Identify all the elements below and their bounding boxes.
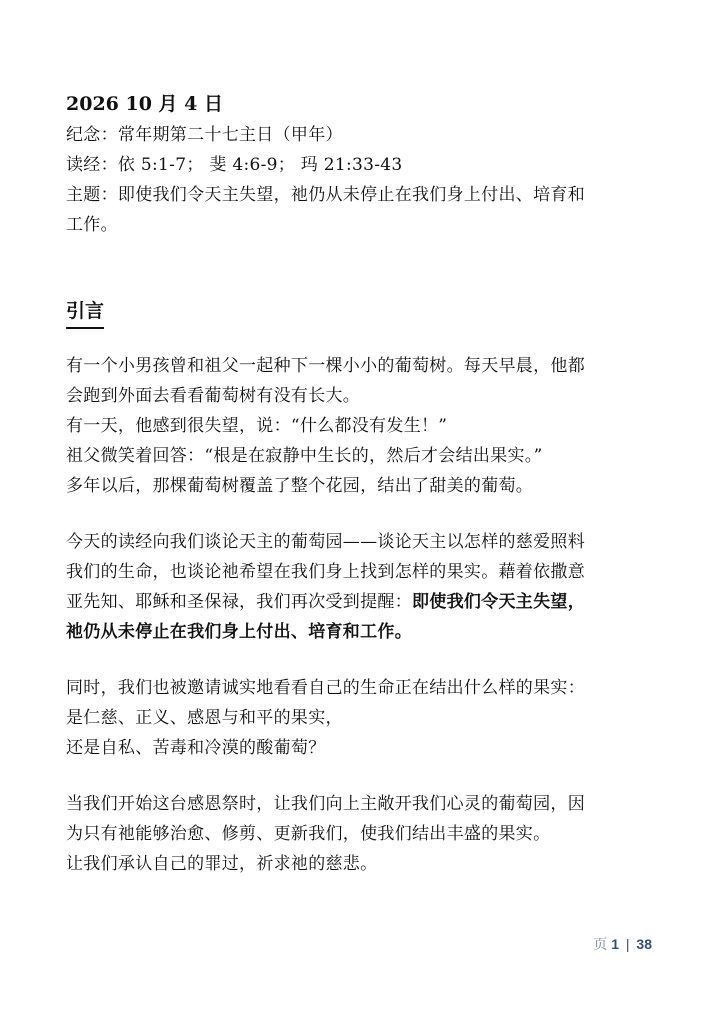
- current-page-number: 1: [611, 936, 619, 952]
- paragraph-line: 祖父微笑着回答：“根是在寂静中生长的，然后才会结出果实。”: [66, 446, 543, 466]
- paragraph-text: 亚先知、耶稣和圣保禄，我们再次受到提醒：: [66, 592, 412, 612]
- paragraph-story: [66, 351, 664, 501]
- paragraph-line: 我们的生命，也谈论祂希望在我们身上找到怎样的果实。藉着依撒意: [66, 562, 585, 582]
- paragraph-line: 同时，我们也被邀请诚实地看看自己的生命正在结出什么样的果实：: [66, 678, 585, 698]
- paragraph-line: 会跑到外面去看看葡萄树有没有长大。: [66, 386, 361, 406]
- paragraph-line: 有一个小男孩曾和祖父一起种下一棵小小的葡萄树。每天早晨，他都: [66, 356, 585, 376]
- page-number-footer: [593, 934, 652, 954]
- theme-line-1: 主题：即使我们令天主失望，祂仍从未停止在我们身上付出、培育和: [66, 185, 585, 205]
- paragraph-line: 还是自私、苦毒和冷漠的酸葡萄？: [66, 738, 326, 758]
- page-word: 页: [593, 936, 608, 952]
- theme-line-2: 工作。: [66, 215, 118, 235]
- theme-emphasis: 祂仍从未停止在我们身上付出、培育和工作。: [66, 622, 412, 642]
- paragraph-line: 为只有祂能够治愈、修剪、更新我们，使我们结出丰盛的果实。: [66, 824, 551, 844]
- paragraph-readings: [66, 527, 664, 647]
- date-heading: 2026 10 月 4 日: [66, 93, 224, 115]
- total-page-count: 38: [636, 936, 652, 952]
- paragraph-line: 当我们开始这台感恩祭时，让我们向上主敞开我们心灵的葡萄园，因: [66, 794, 585, 814]
- paragraph-line: 是仁慈、正义、感恩与和平的果实，: [66, 708, 343, 728]
- page-separator: |: [625, 936, 630, 952]
- memorial-line: 纪念：常年期第二十七主日（甲年）: [66, 125, 343, 145]
- paragraph-penitential: [66, 789, 664, 879]
- paragraph-line: [66, 587, 664, 617]
- introduction-content: [66, 351, 664, 879]
- document-page: [66, 88, 664, 905]
- paragraph-line: 让我们承认自己的罪过，祈求祂的慈悲。: [66, 854, 378, 874]
- theme-emphasis: 即使我们令天主失望，: [412, 592, 585, 612]
- paragraph-line: [66, 617, 664, 647]
- paragraph-line: 今天的读经向我们谈论天主的葡萄园——谈论天主以怎样的慈爱照料: [66, 532, 585, 552]
- readings-line: 读经：依 5:1-7； 斐 4:6-9； 玛 21:33-43: [66, 155, 403, 175]
- section-heading-introduction: 引言: [66, 296, 104, 329]
- paragraph-line: 多年以后，那棵葡萄树覆盖了整个花园，结出了甜美的葡萄。: [66, 476, 534, 496]
- header-block: [66, 88, 664, 240]
- paragraph-line: 有一天，他感到很失望，说：“什么都没有发生！”: [66, 416, 448, 436]
- paragraph-fruits: [66, 673, 664, 763]
